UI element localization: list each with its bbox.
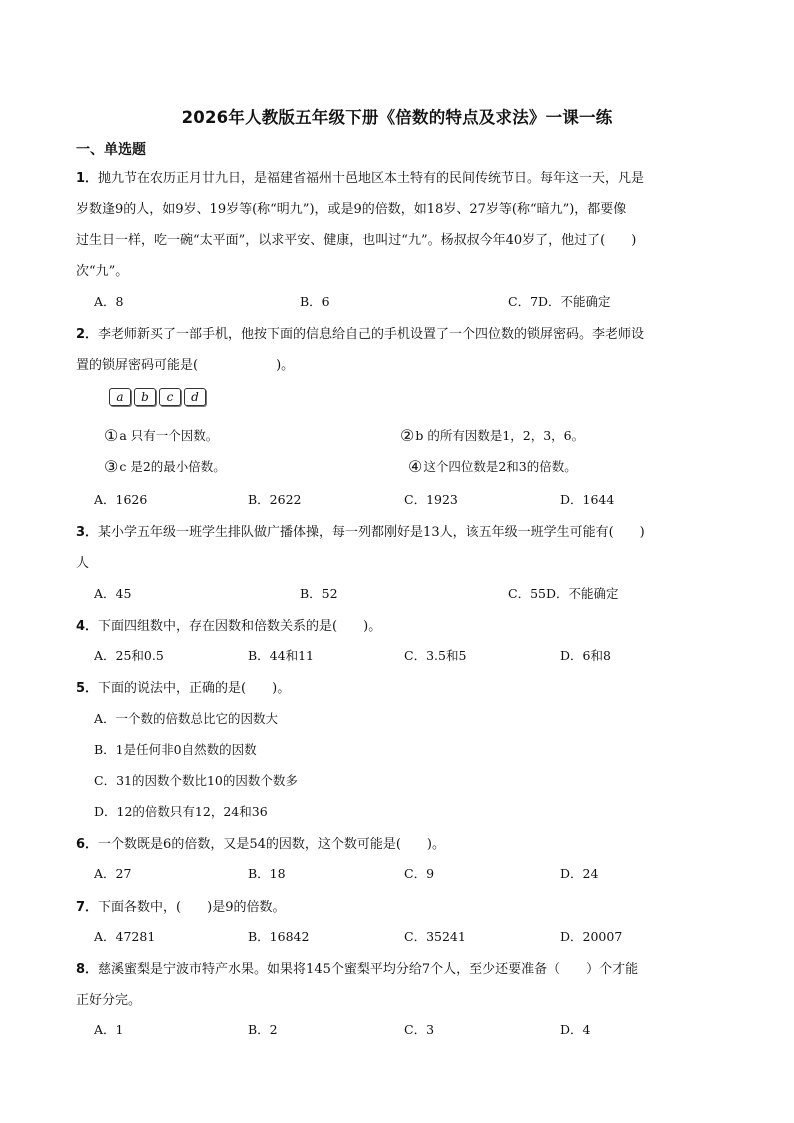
circled-number-1: ① [104, 426, 119, 445]
question-1-line-1: 1．抛九节在农历正月廿九日，是福建省福州十邑地区本土特有的民间传统节日。每年这一天，凡是 [76, 171, 645, 186]
question-1-line-4: 次“九”。 [76, 264, 129, 279]
condition-1: ①a 只有一个因数。 [104, 426, 219, 445]
q7-option-d[interactable]: D．20007 [560, 929, 623, 944]
q6-option-a[interactable]: A．27 [94, 866, 132, 881]
q2-option-b[interactable]: B．2622 [248, 492, 302, 507]
question-8-line-2: 正好分完。 [76, 993, 142, 1008]
q6-option-b[interactable]: B．18 [248, 866, 286, 881]
page-title: 2026年人教版五年级下册《倍数的特点及求法》一课一练 [181, 108, 613, 127]
condition-4: ④这个四位数是2和3的倍数。 [408, 457, 577, 476]
q6-option-d[interactable]: D．24 [560, 866, 599, 881]
q8-option-c[interactable]: C．3 [404, 1022, 435, 1037]
q5-option-a[interactable]: A．一个数的倍数总比它的因数大 [94, 711, 279, 726]
question-number: 1． [76, 171, 99, 186]
code-digit-d: d [184, 388, 206, 406]
circled-number-2: ② [400, 426, 415, 445]
section-heading: 一、单选题 [76, 142, 146, 158]
q1-option-c[interactable]: C．7D．不能确定 [508, 294, 611, 309]
q8-option-b[interactable]: B．2 [248, 1022, 278, 1037]
q2-option-c[interactable]: C．1923 [404, 492, 458, 507]
question-3-line-2: 人 [76, 556, 90, 571]
question-5-line-1: 5．下面的说法中，正确的是( )。 [76, 681, 291, 696]
question-6-line-1: 6．一个数既是6的倍数，又是54的因数，这个数可能是( )。 [76, 837, 446, 852]
q5-option-c[interactable]: C．31的因数个数比10的因数个数多 [94, 773, 298, 788]
question-number: 6． [76, 837, 99, 852]
question-1-line-2: 岁数逢9的人，如9岁、19岁等(称“明九”)，或是9的倍数，如18岁、27岁等(称“暗九”)，都要像 [76, 202, 627, 217]
q4-option-a[interactable]: A．25和0.5 [94, 648, 164, 663]
q7-option-b[interactable]: B．16842 [248, 929, 310, 944]
question-number: 4． [76, 619, 99, 634]
question-number: 3． [76, 525, 99, 540]
q1-option-a[interactable]: A．8 [94, 294, 124, 309]
circled-number-4: ④ [408, 457, 423, 476]
question-2-line-1: 2．李老师新买了一部手机，他按下面的信息给自己的手机设置了一个四位数的锁屏密码。李老师设 [76, 327, 645, 342]
q8-option-d[interactable]: D．4 [560, 1022, 591, 1037]
q5-option-b[interactable]: B．1是任何非0自然数的因数 [94, 742, 257, 757]
circled-number-3: ③ [104, 457, 119, 476]
question-4-line-1: 4．下面四组数中，存在因数和倍数关系的是( )。 [76, 619, 382, 634]
code-digit-c: c [159, 388, 181, 406]
question-8-line-1: 8．慈溪蜜梨是宁波市特产水果。如果将145个蜜梨平均分给7个人，至少还要准备（ ）个才能 [76, 962, 639, 977]
q8-option-a[interactable]: A．1 [94, 1022, 124, 1037]
code-digit-a: a [109, 388, 131, 406]
question-1-line-3: 过生日一样，吃一碗“太平面”，以求平安、健康，也叫过“九”。杨叔叔今年40岁了，他过了( ) [76, 233, 637, 248]
question-3-line-1: 3．某小学五年级一班学生排队做广播体操，每一列都刚好是13人，该五年级一班学生可能有( ) [76, 525, 645, 540]
q3-option-a[interactable]: A．45 [94, 586, 132, 601]
code-digit-b: b [134, 388, 156, 406]
q4-option-c[interactable]: C．3.5和5 [404, 648, 467, 663]
q3-option-b[interactable]: B．52 [300, 586, 338, 601]
q6-option-c[interactable]: C．9 [404, 866, 435, 881]
q2-option-d[interactable]: D．1644 [560, 492, 615, 507]
q1-option-b[interactable]: B．6 [300, 294, 330, 309]
lock-code-boxes [109, 388, 206, 406]
q5-option-d[interactable]: D．12的倍数只有12，24和36 [94, 804, 268, 819]
question-number: 2． [76, 327, 99, 342]
q4-option-b[interactable]: B．44和11 [248, 648, 314, 663]
q3-option-c[interactable]: C．55D．不能确定 [508, 586, 619, 601]
question-number: 5． [76, 681, 99, 696]
condition-2: ②b 的所有因数是1，2，3，6。 [400, 426, 585, 445]
condition-3: ③c 是2的最小倍数。 [104, 457, 226, 476]
question-number: 7． [76, 900, 99, 915]
q7-option-c[interactable]: C．35241 [404, 929, 466, 944]
question-2-line-2: 置的锁屏密码可能是( )。 [76, 358, 295, 373]
q2-option-a[interactable]: A．1626 [94, 492, 148, 507]
question-7-line-1: 7．下面各数中，( )是9的倍数。 [76, 900, 286, 915]
q4-option-d[interactable]: D．6和8 [560, 648, 611, 663]
question-number: 8． [76, 962, 99, 977]
q7-option-a[interactable]: A．47281 [94, 929, 156, 944]
